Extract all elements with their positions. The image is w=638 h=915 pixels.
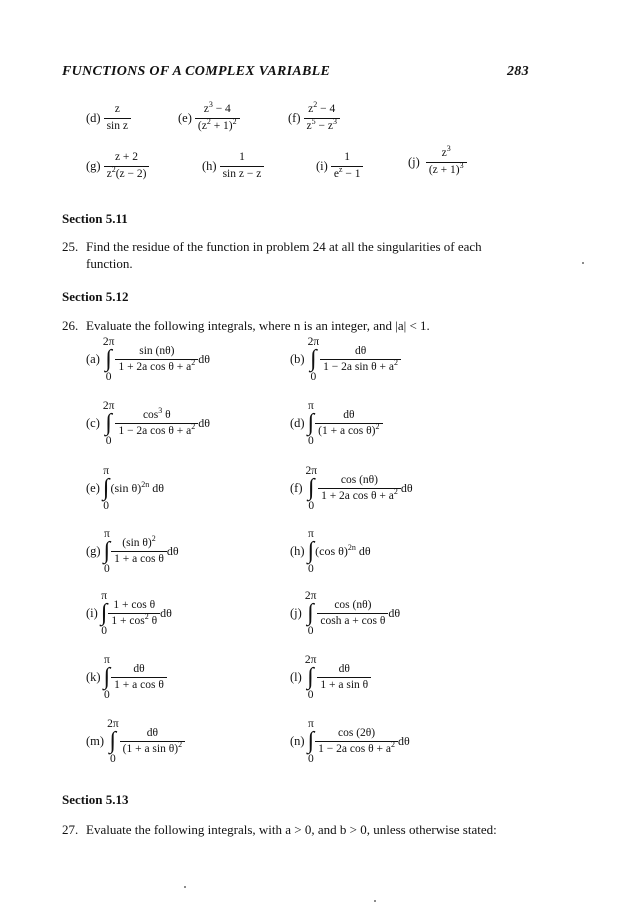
problem-27-text: Evaluate the following integrals, with a > 0, and b > 0, unless otherwise stated: (86, 822, 497, 837)
expr-24d: (d) z sin z (86, 104, 131, 132)
expr-24f: (f) $z^2 - 4$ $z^5 - z^3$ (288, 104, 340, 132)
problem-25-text-line2: function. (86, 256, 133, 271)
scan-speck (374, 900, 376, 902)
integral-j: (j) 2π ∫ 0 cos (nθ) cosh a + cos θ dθ (290, 590, 401, 637)
section-heading-5-12: Section 5.12 (62, 289, 129, 304)
problem-25-number: 25. (62, 239, 79, 254)
integral-n: (n) π ∫ 0 cos (2θ) 1 − 2a $\cos \theta + a^2$ dθ (290, 718, 410, 765)
problem-27-number: 27. (62, 822, 79, 837)
scan-speck (184, 886, 186, 888)
integral-b: (b) 2π ∫ 0 dθ 1 − 2a $\sin \theta + a^2$ (290, 336, 401, 384)
running-header-title: FUNCTIONS OF A COMPLEX VARIABLE (62, 64, 331, 79)
integral-f: (f) 2π ∫ 0 cos (nθ) 1 + 2a $\cos \theta + a^2$ dθ (290, 465, 413, 512)
expr-24j: (j) $z^3$ $(z + 1)^3$ (408, 148, 467, 176)
section-heading-5-11: Section 5.11 (62, 211, 128, 226)
expr-24i: (i) 1 $e^z - 1$ (316, 152, 363, 180)
page-number: 283 (507, 64, 529, 79)
integral-a: (a) 2π ∫ 0 sin (nθ) 1 + 2a $\cos \theta + a^2$ dθ (86, 336, 210, 383)
integral-c: (c) 2π ∫ 0 $\cos^3 \theta$ 1 − 2a $\cos \theta + a^2$ dθ (86, 400, 210, 447)
problem-26-number: 26. (62, 318, 79, 333)
integral-h: (h) π ∫ 0 (cos θ)$^{2n}$ dθ (290, 528, 371, 575)
integral-d: (d) π ∫ 0 dθ (1 + a cos θ)$^2$ (290, 400, 383, 448)
expr-24g: (g) z + 2 $z^2(z - 2)$ (86, 152, 149, 180)
expr-24e: (e) $z^3 - 4$ $(z^2 + 1)^2$ (178, 104, 240, 132)
integral-l: (l) 2π ∫ 0 dθ 1 + a sin θ (290, 654, 371, 702)
expr-24h: (h) 1 sin z − z (202, 152, 264, 180)
problem-25-text-line1: Find the residue of the function in problem 24 at all the singularities of each (86, 239, 482, 254)
integral-i: (i) π ∫ 0 1 + cos θ $1 + \cos^2 \theta$ dθ (86, 590, 172, 637)
integral-e: (e) π ∫ 0 (sin θ)$^{2n}$ dθ (86, 465, 164, 512)
scan-speck (582, 262, 584, 264)
problem-26-text: Evaluate the following integrals, where n is an integer, and |a| < 1. (86, 318, 430, 333)
integral-k: (k) π ∫ 0 dθ 1 + a cos θ (86, 654, 167, 702)
integral-g: (g) π ∫ 0 (sin θ)$^2$ 1 + a cos θ dθ (86, 528, 179, 575)
section-heading-5-13: Section 5.13 (62, 792, 129, 807)
integral-m: (m) 2π ∫ 0 dθ (1 + a sin θ)$^2$ (86, 718, 185, 766)
